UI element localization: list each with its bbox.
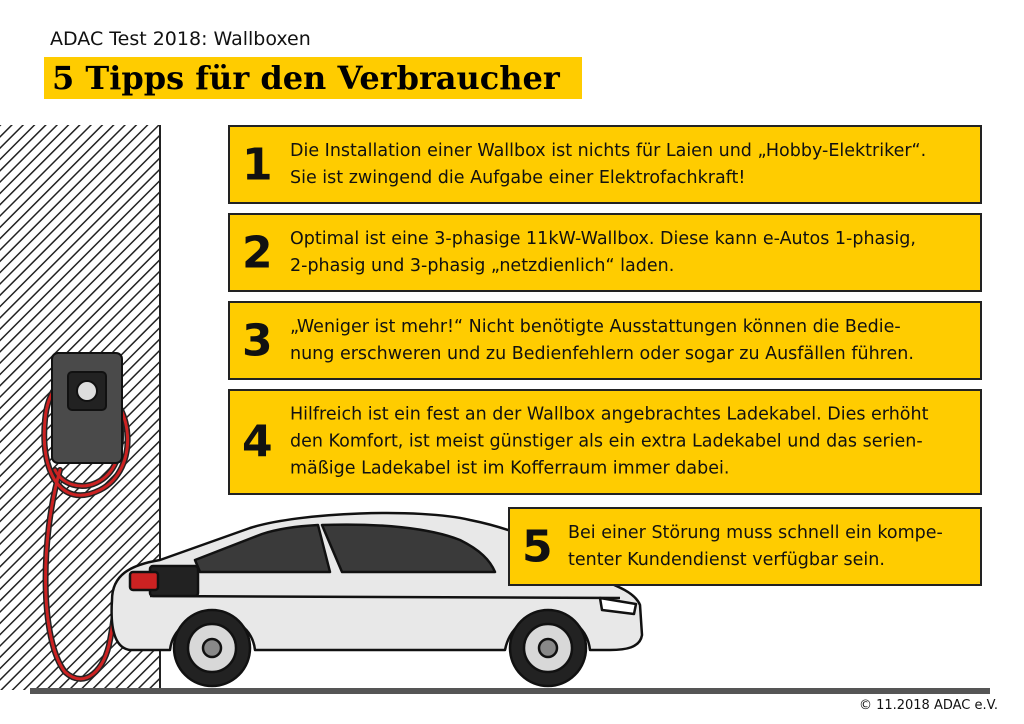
tip-number: 4 — [242, 416, 273, 468]
tip-text: Hilfreich ist ein fest an der Wallbox angebrachtes Ladekabel. Dies erhöht den Komfort, ist meist günstiger als ein extra Ladekabel und das serien- mäßige Ladekabel ist im Kofferraum immer dabei. — [290, 404, 929, 479]
tip-text: Die Installation einer Wallbox ist nichts für Laien und „Hobby-Elektriker“. Sie ist zwingend die Aufgabe einer Elektrofachkraft! — [290, 140, 927, 188]
tip-text: Optimal ist eine 3-phasige 11kW-Wallbox. Diese kann e-Autos 1-phasig, 2-phasig und 3-phasig „netzdienlich“ laden. — [290, 228, 916, 276]
tip-card-1 — [228, 125, 982, 204]
copyright-notice: © 11.2018 ADAC e.V. — [858, 698, 998, 713]
tip-card-5 — [508, 507, 982, 586]
tip-card-2 — [228, 213, 982, 292]
tip-number: 5 — [522, 521, 553, 572]
wallbox-illustration — [52, 353, 122, 463]
tip-text: Bei einer Störung muss schnell ein kompe- tenter Kundendienst verfügbar sein. — [568, 522, 943, 570]
tip-card-4 — [228, 389, 982, 495]
page-title: 5 Tipps für den Verbraucher — [44, 57, 582, 99]
tip-card-3 — [228, 301, 982, 380]
tip-number: 3 — [242, 315, 273, 366]
ground-line — [30, 688, 990, 694]
tip-number: 2 — [242, 227, 273, 278]
supertitle: ADAC Test 2018: Wallboxen — [50, 28, 311, 50]
tip-text: „Weniger ist mehr!“ Nicht benötigte Ausstattungen können die Bedie- nung erschweren und zu Bedienfehlern oder sogar zu Ausfällen führen. — [290, 316, 914, 364]
tip-number: 1 — [242, 139, 273, 190]
